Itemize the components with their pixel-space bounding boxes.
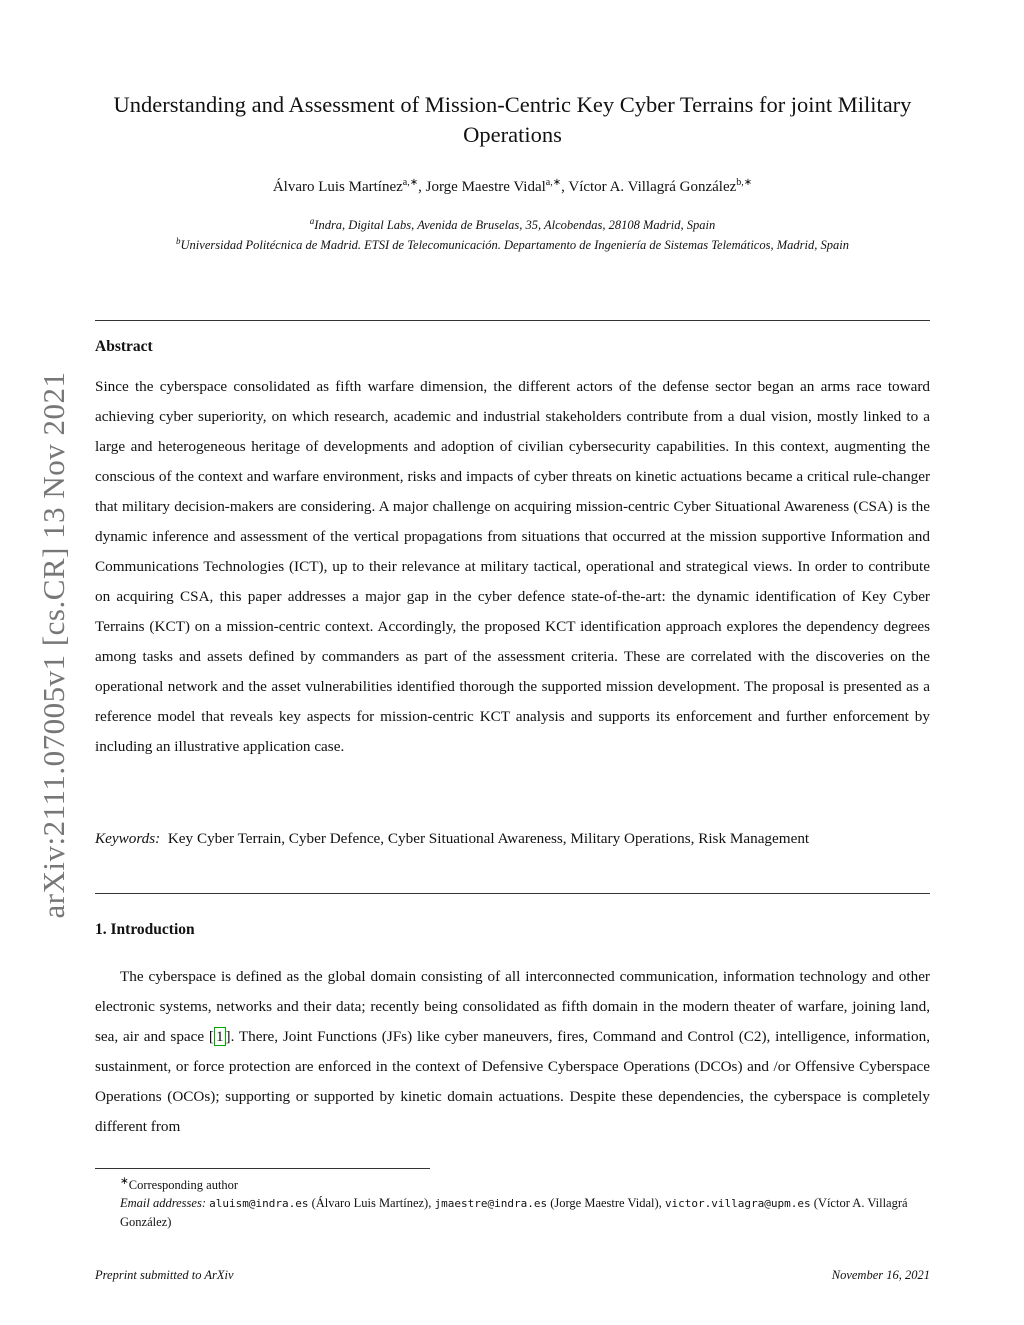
author-marks: b,∗ (736, 177, 753, 188)
affiliation-b (95, 233, 930, 253)
footnote-rule (95, 1168, 430, 1169)
top-rule (95, 320, 930, 321)
footnote-mark: ∗ (120, 1176, 129, 1187)
arxiv-id-text: arXiv:2111.07005v1 [cs.CR] 13 Nov 2021 (36, 371, 71, 919)
footer-preprint: Preprint submitted to ArXiv (95, 1268, 234, 1282)
footnote-corresponding (95, 1173, 930, 1194)
email-label: Email addresses: (120, 1196, 206, 1211)
affiliation-a (95, 213, 930, 233)
affiliation-mark: a (309, 216, 315, 226)
email-owner: (Jorge Maestre Vidal), (550, 1196, 662, 1211)
author-name: Víctor A. Villagrá González (568, 179, 737, 195)
intro-text-1: The cyberspace is defined as the global domain consisting of all interconnected communication, information technology and other electronic systems, networks and their data; recently being consolidated as fifth domain in the modern theater of warfare, joining land, sea, air and space [ (95, 968, 930, 1045)
section-heading: 1. Introduction (95, 921, 195, 938)
author-name: Jorge Maestre Vidal (425, 179, 546, 195)
email-link[interactable]: victor.villagra@upm.es (664, 1197, 811, 1211)
email-link[interactable]: jmaestre@indra.es (434, 1197, 548, 1211)
footnote-corresponding-text: Corresponding author (128, 1178, 239, 1193)
keywords-text: Key Cyber Terrain, Cyber Defence, Cyber Situational Awareness, Military Operations, Risk Management (167, 830, 810, 847)
bottom-rule (95, 893, 930, 894)
affiliation-text: Universidad Politécnica de Madrid. ETSI de Telecomunicación. Departamento de Ingeniería de Sistemas Telemáticos, Madrid, Spain (180, 238, 849, 253)
arxiv-side-identifier (24, 350, 84, 940)
email-owner: (Álvaro Luis Martínez), (311, 1196, 432, 1211)
intro-text-2: ]. There, Joint Functions (JFs) like cyber maneuvers, fires, Command and Control (C2), intelligence, information, sustainment, or force protection are enforced in the context of Defensive Cyberspace Operations (DCOs) and /or Offensive Cyberspace Operations (OCOs); supporting or supported by kinetic domain actuations. Despite these dependencies, the cyberspace is completely different from (95, 1028, 931, 1135)
footnote-emails (95, 1194, 930, 1231)
intro-paragraph (95, 962, 930, 1142)
paper-title: Understanding and Assessment of Mission-Centric Key Cyber Terrains for joint Military Operations (113, 92, 912, 147)
citation-link[interactable]: 1 (215, 1028, 224, 1045)
author-name: Álvaro Luis Martínez (272, 179, 403, 195)
keywords-label: Keywords: (95, 830, 161, 847)
footnote (95, 1173, 930, 1231)
author-marks: a,∗ (402, 177, 419, 188)
keywords (95, 824, 930, 854)
affiliation-text: Indra, Digital Labs, Avenida de Bruselas, 35, Alcobendas, 28108 Madrid, Spain (314, 218, 716, 233)
email-owner: (Víctor A. Villagrá González) (120, 1196, 908, 1230)
abstract-body: Since the cyberspace consolidated as fifth warfare dimension, the different actors of the defense sector began an arms race toward achieving cyber superiority, on which research, academic and industrial stakeholders contribute from a dual vision, mostly linked to a large and heterogeneous heritage of developments and adoption of civilian cybersecurity capabilities. In this context, augmenting the conscious of the context and warfare environment, risks and impacts of cyber threats on kinetic actuations became a critical rule-changer that military decision-makers are considering. A major challenge on acquiring mission-centric Cyber Situational Awareness (CSA) is the dynamic inference and assessment of the vertical propagations from situations that occurred at the mission supportive Information and Communications Technologies (ICT), up to their relevance at military tactical, operational and strategical views. In order to contribute on acquiring CSA, this paper addresses a major gap in the cyber defence state-of-the-art: the dynamic identification of Key Cyber Terrains (KCT) on a mission-centric context. Accordingly, the proposed KCT identification approach explores the dependency degrees among tasks and assets defined by commanders as part of the assessment criteria. These are correlated with the discoveries on the operational network and the asset vulnerabilities identified thorough the supported mission development. The proposal is presented as a reference model that reveals key aspects for mission-centric KCT analysis and supports its enforcement and further enforcement by including an illustrative application case. (95, 378, 930, 755)
footer-date: November 16, 2021 (831, 1268, 930, 1282)
abstract-heading: Abstract (95, 338, 153, 355)
author-marks: a,∗ (545, 177, 562, 188)
affiliations (95, 213, 930, 253)
affiliation-mark: b (176, 236, 181, 247)
email-link[interactable]: aluism@indra.es (209, 1197, 309, 1211)
author-list: Álvaro Luis Martínez$^{a,∗}$, Jorge Maestre Vidal$^{a,∗}$, Víctor A. Villagrá González$^{b,∗}$ (272, 177, 753, 195)
